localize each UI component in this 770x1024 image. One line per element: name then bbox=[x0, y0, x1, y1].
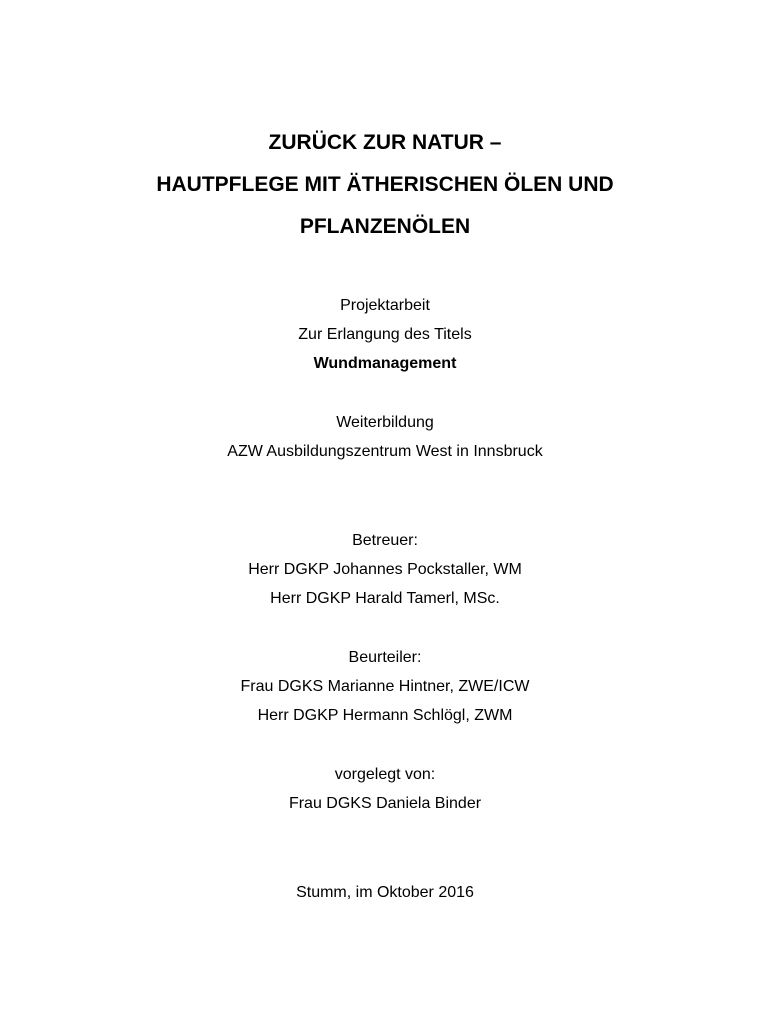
supervisors-label: Betreuer: bbox=[352, 532, 418, 549]
supervisor-name: Herr DGKP Johannes Pockstaller, WM bbox=[248, 561, 522, 578]
assessor-name: Herr DGKP Hermann Schlögl, ZWM bbox=[257, 707, 513, 724]
degree-title: Wundmanagement bbox=[313, 355, 457, 372]
program-label: Weiterbildung bbox=[336, 414, 434, 431]
document-type: Projektarbeit bbox=[340, 297, 430, 314]
assessor-name: Frau DGKS Marianne Hintner, ZWE/ICW bbox=[240, 678, 530, 695]
title-line-3: PFLANZENÖLEN bbox=[299, 215, 471, 238]
institution-name: AZW Ausbildungszentrum West in Innsbruck bbox=[227, 443, 543, 460]
title-line-1: ZURÜCK ZUR NATUR – bbox=[268, 131, 502, 154]
supervisor-name: Herr DGKP Harald Tamerl, MSc. bbox=[270, 590, 500, 607]
author-name: Frau DGKS Daniela Binder bbox=[288, 795, 482, 812]
author-label: vorgelegt von: bbox=[334, 766, 436, 783]
assessors-label: Beurteiler: bbox=[348, 649, 422, 666]
purpose-subtitle: Zur Erlangung des Titels bbox=[298, 326, 472, 343]
title-line-2: HAUTPFLEGE MIT ÄTHERISCHEN ÖLEN UND bbox=[156, 173, 614, 196]
place-date: Stumm, im Oktober 2016 bbox=[296, 884, 474, 901]
